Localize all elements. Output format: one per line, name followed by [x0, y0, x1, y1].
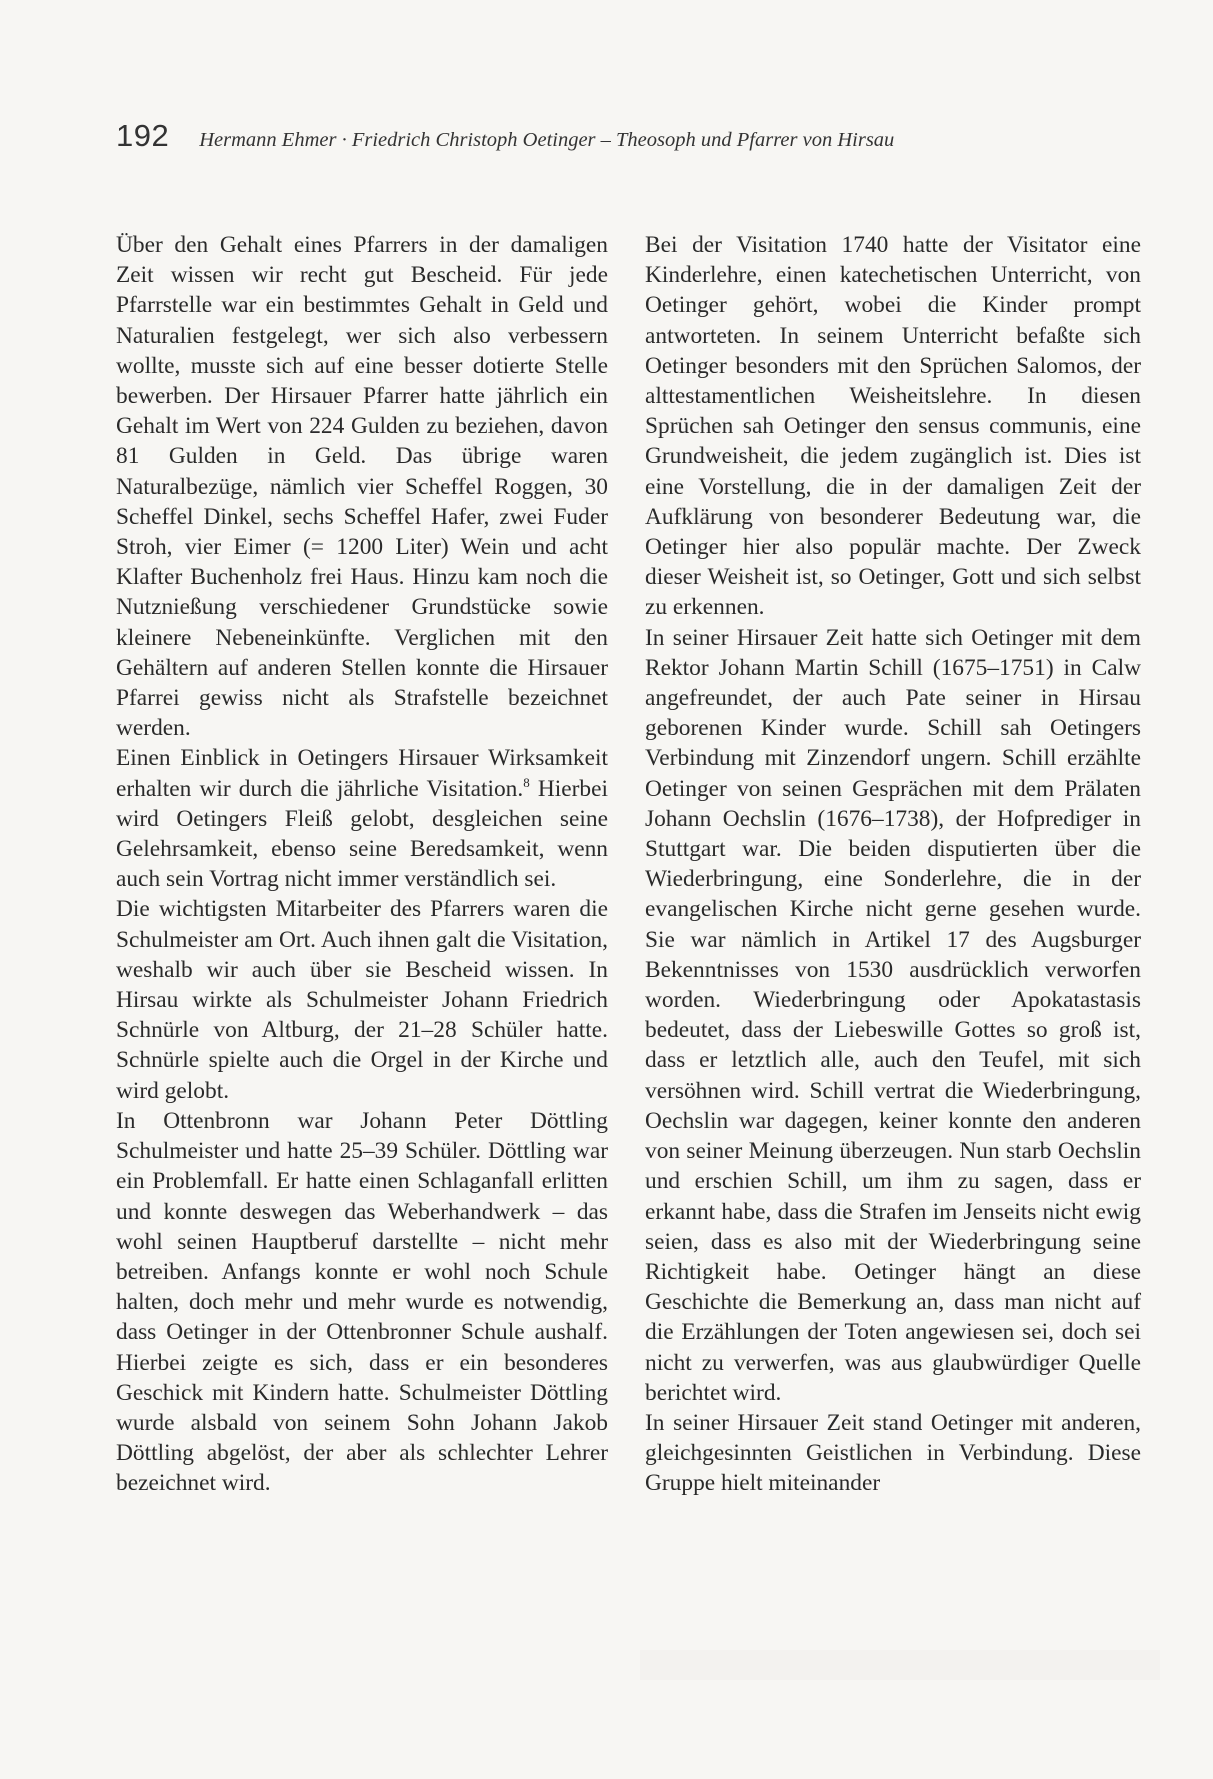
- paragraph-gleichgesinnte: In seiner Hirsauer Zeit stand Oetinger mit anderen, gleichgesinnten Geistlichen in Verbindung. Diese Gruppe hielt miteinander: [645, 1409, 1141, 1497]
- paragraph-kinderlehre: Bei der Visitation 1740 hatte der Visitator eine Kinderlehre, einen katechetischen Unterricht, von Oetinger gehört, wobei die Kinder prompt antworteten. In seinem Unterricht befaßte sich Oetinger besonders mit den Sprüchen Salomos, der alttestamentlichen Weisheitslehre. In diesen Sprüchen sah Oetinger den sensus communis, eine Grundweisheit, die jedem zugänglich ist. Dies ist eine Vorstellung, die in der damaligen Zeit der Aufklärung von besonderer Bedeutung war, die Oetinger hier also populär machte. Der Zweck dieser Weisheit ist, so Oetinger, Gott und sich selbst zu erkennen.: [645, 232, 1141, 621]
- right-column: [645, 230, 1141, 1499]
- paragraph-schill: In seiner Hirsauer Zeit hatte sich Oetinger mit dem Rektor Johann Martin Schill (1675–1751) in Calw angefreundet, der auch Pate seiner in Hirsau geborenen Kinder wurde. Schill sah Oetingers Verbindung mit Zinzendorf ungern. Schill erzählte Oetinger von seinen Gesprächen mit dem Prälaten Johann Oechslin (1676–1738), der Hofprediger in Stuttgart war. Die beiden disputierten über die Wiederbringung, eine Sonderlehre, die in der evangelischen Kirche nicht gerne gesehen wurde. Sie war nämlich in Artikel 17 des Augsburger Bekenntnisses von 1530 ausdrücklich verworfen worden. Wiederbringung oder Apokatastasis bedeutet, dass der Liebeswille Gottes so groß ist, dass er letztlich alle, auch den Teufel, mit sich versöhnen wird. Schill vertrat die Wiederbringung, Oechslin war dagegen, keiner konnte den anderen von seiner Meinung überzeugen. Nun starb Oechslin und erschien Schill, um ihm zu sagen, dass er erkannt habe, dass die Strafen im Jenseits nicht ewig seien, dass es also mit der Wiederbringung seine Richtigkeit habe. Oetinger hängt an diese Geschichte die Bemerkung an, dass man nicht auf die Erzählungen der Toten angewiesen sei, doch sei nicht zu verwerfen, was aus glaubwürdiger Quelle berichtet wird.: [645, 624, 1141, 1406]
- paragraph-salary: Über den Gehalt eines Pfarrers in der damaligen Zeit wissen wir recht gut Bescheid. Für jede Pfarrstelle war ein bestimmtes Gehalt in Geld und Naturalien festgelegt, wer sich also verbessern wollte, musste sich auf eine besser dotierte Stelle bewerben. Der Hirsauer Pfarrer hatte jährlich ein Gehalt im Wert von 224 Gulden zu beziehen, davon 81 Gulden in Geld. Das übrige waren Naturalbezüge, nämlich vier Scheffel Roggen, 30 Scheffel Dinkel, sechs Scheffel Hafer, zwei Fuder Stroh, vier Eimer (= 1200 Liter) Wein und acht Klafter Buchenholz frei Haus. Hinzu kam noch die Nutznießung verschiedener Grundstücke sowie kleinere Nebeneinkünfte. Verglichen mit den Gehältern auf anderen Stellen konnte die Hirsauer Pfarrei gewiss nicht als Strafstelle bezeichnet werden.: [116, 232, 608, 742]
- running-header: [116, 118, 1046, 158]
- show-through-area: [640, 1650, 1160, 1680]
- paragraph-ottenbronn: In Ottenbronn war Johann Peter Döttling Schulmeister und hatte 25–39 Schüler. Döttling war ein Problemfall. Er hatte einen Schlaganfall erlitten und konnte deswegen das Weberhandwerk – das wohl seinen Hauptberuf darstellte – nicht mehr betreiben. Anfangs konnte er wohl noch Schule halten, doch mehr und mehr wurde es notwendig, dass Oetinger in der Ottenbronner Schule aushalf. Hierbei zeigte es sich, dass er ein besonderes Geschick mit Kindern hatte. Schulmeister Döttling wurde alsbald von seinem Sohn Johann Jakob Döttling abgelöst, der aber als schlechter Lehrer bezeichnet wird.: [116, 1107, 608, 1497]
- visitation-lead: Einen Einblick in Oetingers Hirsauer Wirksamkeit erhalten wir durch die jährliche Visitation.: [116, 745, 608, 802]
- page-number: 192: [116, 118, 170, 153]
- visitation-rest: Hierbei wird Oetingers Fleiß gelobt, desgleichen seine Gelehrsamkeit, ebenso seine Beredsamkeit, wenn auch sein Vortrag nicht immer verständlich sei.: [116, 775, 608, 893]
- left-column: [116, 230, 608, 1499]
- footnote-reference: 8: [523, 774, 530, 790]
- paragraph-schoolmasters: Die wichtigsten Mitarbeiter des Pfarrers waren die Schulmeister am Ort. Auch ihnen galt die Visitation, weshalb wir auch über sie Bescheid wissen. In Hirsau wirkte als Schulmeister Johann Friedrich Schnürle von Altburg, der 21–28 Schüler hatte. Schnürle spielte auch die Orgel in der Kirche und wird gelobt.: [116, 896, 608, 1104]
- running-title: Hermann Ehmer · Friedrich Christoph Oetinger – Theosoph und Pfarrer von Hirsau: [199, 129, 895, 151]
- paragraph-visitation: [116, 743, 608, 894]
